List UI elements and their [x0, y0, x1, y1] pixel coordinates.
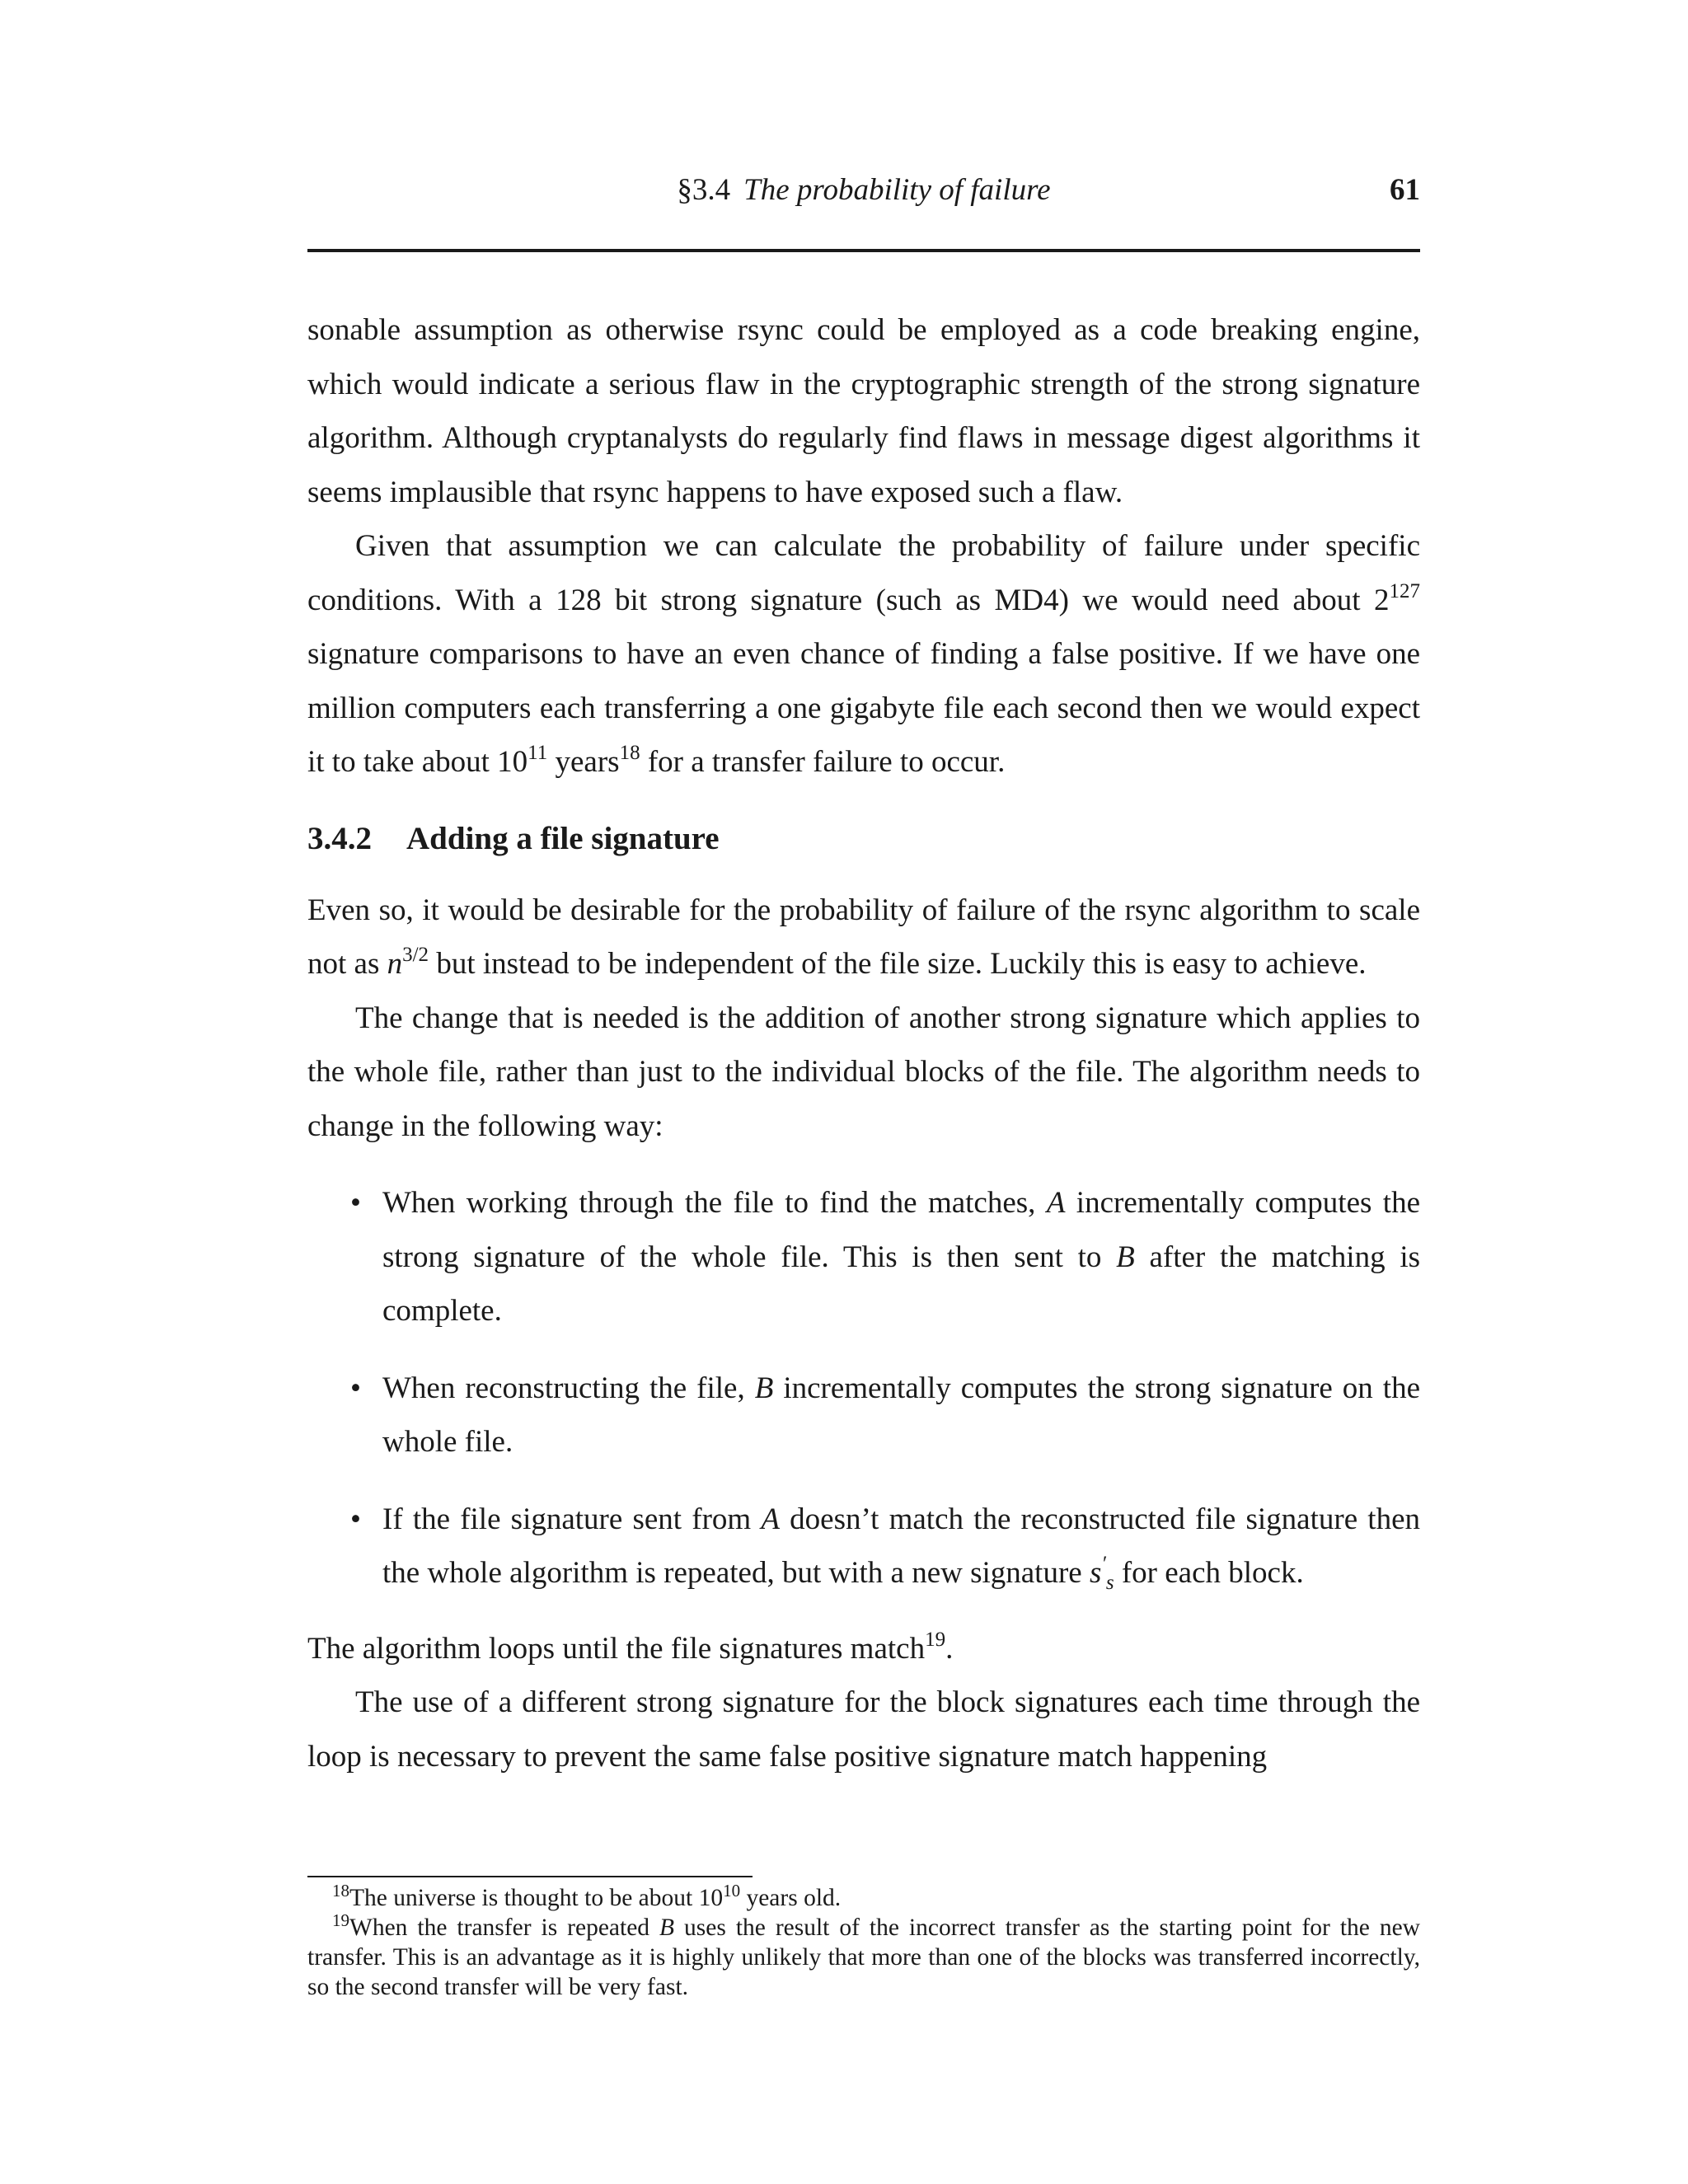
footnotes	[307, 1883, 1420, 2002]
bullet-1-text-a: When working through the file to find the matches,	[382, 1186, 1047, 1220]
bullet-3-text-a: If the file signature sent from	[382, 1502, 762, 1536]
header-section-title: The probability of failure	[743, 173, 1051, 207]
paragraph-6	[307, 1675, 1420, 1783]
subscript-s: s	[1105, 1572, 1114, 1594]
paragraph-3-text-a: Even so, it would be desirable for the probability of failure of the rsync algorithm to scale not as	[307, 893, 1420, 981]
body-text	[307, 303, 1420, 1783]
footnote-ref-19[interactable]: 19	[925, 1628, 946, 1651]
variable-b: B	[754, 1371, 774, 1405]
bullet-icon: •	[350, 1186, 361, 1220]
paragraph-2-text-a: Given that assumption we can calculate the probability of failure under specific conditions. With a 128 bit strong signature (such as MD4) we would need about 2	[307, 529, 1420, 617]
header-center	[307, 167, 1420, 213]
exponent-3-2: 3/2	[402, 944, 429, 966]
footnote-18-mark: 18	[332, 1881, 349, 1900]
paragraph-3	[307, 883, 1420, 991]
paragraph-5-text-b: .	[945, 1631, 954, 1666]
footnote-18-exponent: 10	[723, 1881, 741, 1900]
page-number: 61	[1390, 173, 1420, 207]
bullet-icon: •	[350, 1502, 361, 1536]
bullet-3-text-c: for each block.	[1114, 1556, 1304, 1590]
paragraph-1-text: sonable assumption as otherwise rsync could be employed as a code breaking engine, which would indicate a serious flaw in the cryptographic strength of the strong signature algorithm. Although cryptanalysts do regularly find flaws in message digest algorithms it seems implausible that rsync happens to have exposed such a flaw.	[307, 313, 1420, 509]
footnote-18-text-b: years old.	[740, 1885, 842, 1911]
bullet-2-text-a: When reconstructing the file,	[382, 1371, 755, 1405]
bullet-2-text-b: incrementally computes the strong signature on the whole file.	[382, 1371, 1421, 1459]
bullet-item-1	[307, 1176, 1420, 1338]
header-section-number: §3.4	[677, 173, 731, 207]
paragraph-4-text: The change that is needed is the addition of another strong signature which applies to the whole file, rather than just to the individual blocks of the file. The algorithm needs to change in the following way:	[307, 1001, 1420, 1143]
subsection-number: 3.4.2	[307, 820, 372, 856]
symbol-s: s	[1089, 1556, 1102, 1590]
exponent-11: 11	[528, 742, 548, 764]
subsection-title: Adding a file signature	[406, 820, 720, 856]
footnote-18	[307, 1883, 1420, 1913]
footnote-19-text-b: uses the result of the incorrect transfer as the starting point for the new transfer. This is an advantage as it is highly unlikely that more than one of the blocks was transferred incorrectly, so the second transfer will be very fast.	[307, 1915, 1420, 2000]
paragraph-5	[307, 1622, 1420, 1676]
bullet-3-text-b: doesn’t match the reconstructed file signature then the whole algorithm is repeated, but with a new signature	[382, 1502, 1421, 1590]
paragraph-2-text-b: signature comparisons to have an even chance of finding a false positive. If we have one million computers each transferring a one gigabyte file each second then we would expect it to take about 10	[307, 637, 1420, 779]
bullet-icon: •	[350, 1371, 361, 1405]
footnote-19	[307, 1910, 1420, 2002]
variable-a: A	[1046, 1186, 1066, 1220]
bullet-item-3	[307, 1493, 1420, 1601]
bullet-item-2	[307, 1361, 1420, 1469]
variable-a: A	[761, 1502, 780, 1536]
variable-b: B	[659, 1915, 675, 1941]
bullet-list	[307, 1176, 1420, 1601]
exponent-127: 127	[1389, 579, 1420, 602]
footnote-18-text-a: The universe is thought to be about 10	[349, 1885, 724, 1911]
paragraph-4	[307, 991, 1420, 1154]
paragraph-1	[307, 303, 1420, 519]
paragraph-6-text: The use of a different strong signature for the block signatures each time through the loop is necessary to prevent the same false positive signature match happening	[307, 1685, 1420, 1774]
paragraph-2-text-d: for a transfer failure to occur.	[640, 745, 1006, 779]
paragraph-5-text-a: The algorithm loops until the file signatures match	[307, 1631, 926, 1666]
footnote-19-mark: 19	[332, 1910, 349, 1930]
symbol-s-prime-s	[1089, 1553, 1114, 1594]
subsection-heading	[307, 813, 1420, 865]
bullet-1-text-c: after the matching is complete.	[382, 1240, 1420, 1328]
paragraph-2	[307, 519, 1420, 790]
paragraph-3-text-b: but instead to be independent of the file size. Luckily this is easy to achieve.	[429, 947, 1367, 981]
footnote-19-text-a: When the transfer is repeated	[349, 1915, 660, 1941]
footnote-ref-18[interactable]: 18	[619, 742, 640, 764]
prime-mark: ′	[1101, 1553, 1106, 1575]
variable-n: n	[387, 947, 403, 981]
running-header	[307, 167, 1420, 213]
paragraph-2-text-c: years	[547, 745, 620, 779]
variable-b: B	[1116, 1240, 1135, 1274]
bullet-1-text-b: incrementally computes the strong signature of the whole file. This is then sent to	[382, 1186, 1420, 1274]
header-rule	[307, 249, 1420, 252]
footnote-rule	[307, 1876, 753, 1877]
document-page	[307, 0, 1420, 2184]
